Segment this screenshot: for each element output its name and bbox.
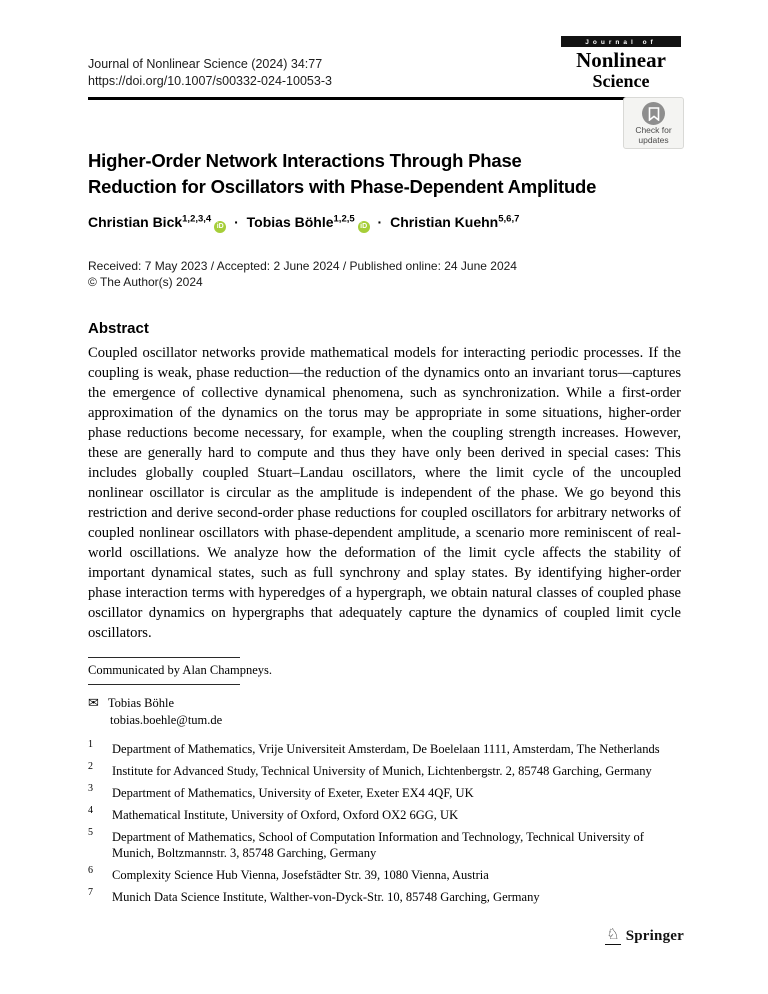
affiliation-row <box>88 867 681 883</box>
journal-logo-name1: Nonlinear <box>576 48 666 72</box>
affiliation-text: Department of Mathematics, University of Exeter, Exeter EX4 4QF, UK <box>112 786 474 800</box>
affiliation-text: Department of Mathematics, School of Computation Information and Technology, Technical University of Munich, Boltzmannstr. 3, 85748 Garching, Germany <box>112 830 644 860</box>
page-header <box>88 36 681 90</box>
corresponding-author-name: Tobias Böhle <box>107 696 175 710</box>
author <box>88 214 226 230</box>
header-meta <box>88 56 332 90</box>
author-list <box>88 214 681 233</box>
affiliation-row <box>88 785 681 801</box>
communicated-by: Communicated by Alan Champneys. <box>88 663 273 677</box>
received-accepted-line: Received: 7 May 2023 / Accepted: 2 June 2024 / Published online: 24 June 2024 <box>88 259 517 273</box>
affiliation-row <box>88 807 681 823</box>
title-line1: Higher-Order Network Interactions Through Phase <box>88 150 522 171</box>
author-separator: · <box>234 214 239 230</box>
doi-link[interactable]: https://doi.org/10.1007/s00332-024-10053-3 <box>88 74 332 88</box>
journal-citation: Journal of Nonlinear Science (2024) 34:77 <box>88 57 323 71</box>
journal-logo-name2: Science <box>592 71 650 91</box>
affiliation-number: 5 <box>88 827 93 838</box>
affiliation-text: Institute for Advanced Study, Technical University of Munich, Lichtenbergstr. 2, 85748 Garching, Germany <box>112 764 652 778</box>
journal-logo-top-label: Journal of <box>561 36 681 47</box>
check-for-updates-button[interactable] <box>623 97 684 149</box>
author-affil-sup: 5,6,7 <box>498 213 520 225</box>
affiliation-row <box>88 741 681 757</box>
springer-knight-icon: ♘ <box>606 927 620 943</box>
check-updates-label-line2: updates <box>638 134 669 145</box>
affiliation-number: 6 <box>88 865 93 876</box>
affiliation-text: Department of Mathematics, Vrije Universiteit Amsterdam, De Boelelaan 1111, Amsterdam, The Netherlands <box>112 742 660 756</box>
affiliation-row <box>88 889 681 905</box>
author-separator: · <box>377 214 383 230</box>
author-affil-sup: 1,2,3,4 <box>182 213 212 225</box>
orcid-icon[interactable]: iD <box>358 221 370 233</box>
orcid-icon[interactable]: iD <box>214 221 226 233</box>
abstract-text: Coupled oscillator networks provide mathematical models for interacting periodic processes. If the coupling is weak, phase reduction—the reduction of the dynamics onto an invariant torus—captures the emergence of collective dynamical phenomena, such as synchronization. While a first-order approximation of the dynamics on the torus may be appropriate in some situations, higher-order phase reductions become necessary, for example, when the coupling strength increases. However, these are generally hard to compute and thus they have only been derived in special cases: This includes globally coupled Stuart–Landau oscillators, where the limit cycle of the uncoupled nonlinear oscillator is circular as the amplitude is independent of the phase. We go beyond this restriction and derive second-order phase reductions for coupled oscillators for arbitrary networks of coupled nonlinear oscillators with phase-dependent amplitude, a scenario more reminiscent of real-world oscillations. We analyze how the deformation of the limit cycle affects the stability of important dynamical states, such as full synchrony and splay states. By identifying higher-order phase interaction terms with hyperedges of a hypergraph, we obtain natural classes of coupled phase oscillator dynamics on hypergraphs that adequately capture the dynamics of coupled limit cycle oscillators. <box>88 345 681 641</box>
publication-dates <box>88 259 681 290</box>
affiliation-number: 3 <box>88 783 93 794</box>
affiliation-number: 4 <box>88 805 93 816</box>
affiliation-text: Munich Data Science Institute, Walther-von-Dyck-Str. 10, 85748 Garching, Germany <box>112 890 540 904</box>
crossmark-icon <box>642 102 665 125</box>
affiliation-text: Mathematical Institute, University of Oxford, Oxford OX2 6GG, UK <box>112 808 459 822</box>
author <box>390 214 519 230</box>
author-name: Christian Kuehn <box>390 214 499 230</box>
affiliation-text: Complexity Science Hub Vienna, Josefstädter Str. 39, 1080 Vienna, Austria <box>112 868 489 882</box>
header-rule <box>88 97 681 100</box>
copyright-line: © The Author(s) 2024 <box>88 274 203 289</box>
affiliation-row <box>88 763 681 779</box>
footnote-rule-top <box>88 657 240 658</box>
corresponding-author-email[interactable]: tobias.boehle@tum.de <box>110 713 223 727</box>
author-affil-sup: 1,2,5 <box>333 213 355 225</box>
correspondence-block <box>88 695 681 729</box>
affiliation-row <box>88 829 681 861</box>
footnote-rule-bottom <box>88 684 240 685</box>
springer-label: Springer <box>625 928 684 944</box>
affiliation-number: 2 <box>88 761 93 772</box>
author-name: Tobias Böhle <box>246 214 334 230</box>
springer-logo <box>605 928 684 945</box>
affiliation-number: 7 <box>88 887 93 898</box>
affiliation-number: 1 <box>88 739 93 750</box>
abstract-heading: Abstract <box>88 320 149 337</box>
page-title <box>88 148 681 200</box>
author-name: Christian Bick <box>88 214 183 230</box>
check-updates-label-line1: Check for <box>635 125 672 135</box>
title-line2: Reduction for Oscillators with Phase-Dependent Amplitude <box>88 176 597 197</box>
envelope-icon: ✉ <box>88 695 99 710</box>
journal-logo <box>561 36 681 90</box>
affiliation-list <box>88 741 681 905</box>
author <box>247 214 370 230</box>
